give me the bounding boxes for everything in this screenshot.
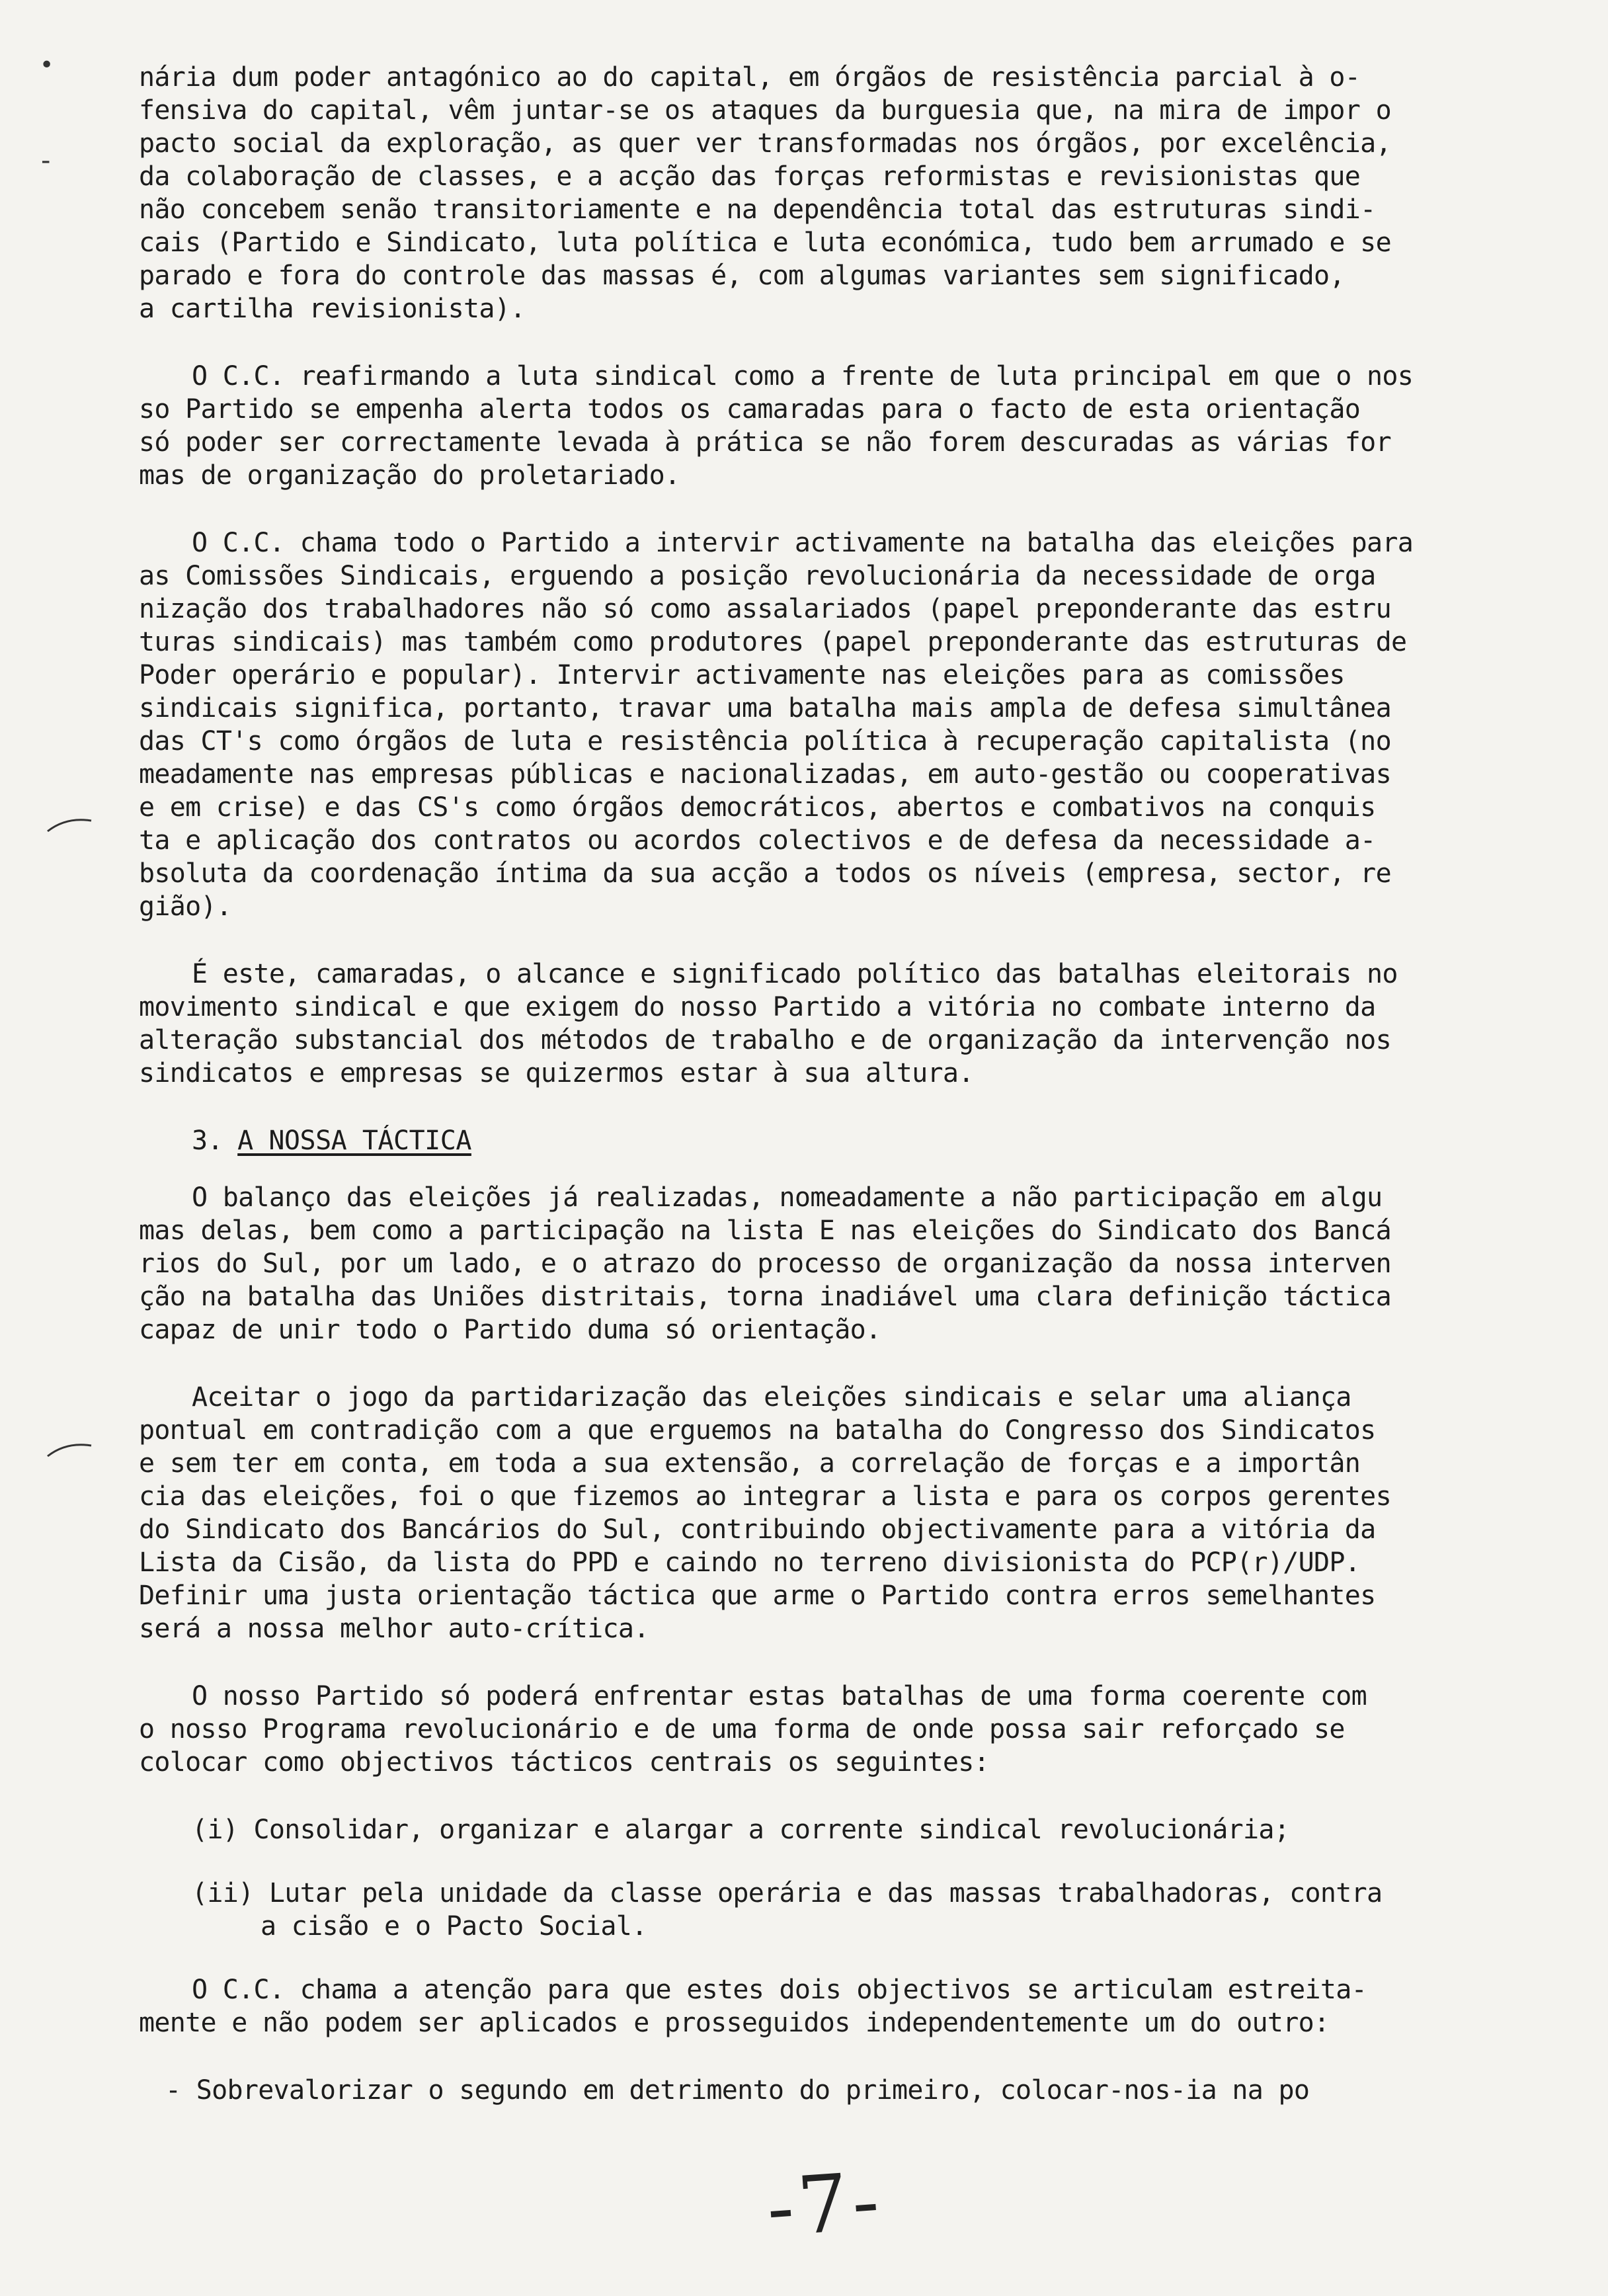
text-line: mente e não podem ser aplicados e prosseguidos independentemente um do outro:	[139, 2008, 1330, 2038]
text-line: bsoluta da coordenação íntima da sua acção a todos os níveis (empresa, sector, re	[139, 858, 1391, 889]
text-line: Lista da Cisão, da lista do PPD e caindo no terreno divisionista do PCP(r)/UDP.	[139, 1547, 1361, 1578]
text-line: É este, camaradas, o alcance e significado político das batalhas eleitorais no	[192, 959, 1398, 989]
text-line: só poder ser correctamente levada à prática se não forem descuradas as várias for	[139, 427, 1391, 458]
text-line: rios do Sul, por um lado, e o atrazo do processo de organização da nossa interven	[139, 1249, 1391, 1279]
text-line: O nosso Partido só poderá enfrentar estas batalhas de uma forma coerente com	[192, 1681, 1367, 1711]
text-line: e em crise) e das CS's como órgãos democráticos, abertos e combativos na conquis	[139, 792, 1376, 823]
text-line: da colaboração de classes, e a acção das forças reformistas e revisionistas que	[139, 161, 1361, 192]
text-line: Definir uma justa orientação táctica que arme o Partido contra erros semelhantes	[139, 1580, 1376, 1611]
text-line: alteração substancial dos métodos de trabalho e de organização da intervenção nos	[139, 1025, 1391, 1055]
text-line: O C.C. chama todo o Partido a intervir activamente na batalha das eleições para	[192, 528, 1414, 558]
text-line: parado e fora do controle das massas é, com algumas variantes sem significado,	[139, 261, 1345, 291]
paragraph-1	[139, 61, 1481, 325]
dash-list-item: - Sobrevalorizar o segundo em detrimento do primeiro, colocar-nos-ia na po	[165, 2075, 1310, 2106]
paragraph-4	[139, 958, 1481, 1090]
text-line: e sem ter em conta, em toda a sua extensão, a correlação de forças e a importân	[139, 1448, 1361, 1479]
text-line: O balanço das eleições já realizadas, nomeadamente a não participação em algu	[192, 1182, 1383, 1213]
paragraph-8	[139, 1973, 1481, 2039]
margin-curve-icon	[46, 1442, 93, 1457]
objective-item-2	[192, 1877, 1481, 1943]
paragraph-7	[139, 1680, 1481, 1779]
text-line: das CT's como órgãos de luta e resistência política à recuperação capitalista (no	[139, 726, 1391, 757]
section-number: 3.	[192, 1126, 223, 1156]
text-line: so Partido se empenha alerta todos os camaradas para o facto de esta orientação	[139, 394, 1361, 425]
text-line: não concebem senão transitoriamente e na dependência total das estruturas sindi-	[139, 194, 1376, 225]
text-line: colocar como objectivos tácticos centrais os seguintes:	[139, 1747, 990, 1778]
objective-item-1	[192, 1813, 1481, 1846]
text-line: pacto social da exploração, as quer ver transformadas nos órgãos, por excelência,	[139, 128, 1391, 159]
page-number: -7-	[764, 2155, 887, 2255]
text-line: (ii) Lutar pela unidade da classe operária e das massas trabalhadoras, contra	[192, 1878, 1383, 1908]
text-line: sindicatos e empresas se quizermos estar à sua altura.	[139, 1058, 974, 1088]
margin-dash-icon: -	[41, 145, 51, 176]
text-line: será a nossa melhor auto-crítica.	[139, 1614, 649, 1644]
text-line: a cisão e o Pacto Social.	[261, 1911, 647, 1942]
text-line: mas de organização do proletariado.	[139, 460, 680, 491]
text-line: Aceitar o jogo da partidarização das eleições sindicais e selar uma aliança	[192, 1382, 1351, 1413]
text-line: nária dum poder antagónico ao do capital, em órgãos de resistência parcial à o-	[139, 62, 1361, 93]
text-line: pontual em contradição com a que erguemos na batalha do Congresso dos Sindicatos	[139, 1415, 1376, 1446]
text-line: gião).	[139, 891, 232, 922]
text-line: meadamente nas empresas públicas e nacionalizadas, em auto-gestão ou cooperativas	[139, 759, 1391, 790]
text-line: mas delas, bem como a participação na lista E nas eleições do Sindicato dos Bancá	[139, 1215, 1391, 1246]
text-line: cia das eleições, foi o que fizemos ao integrar a lista e para os corpos gerentes	[139, 1481, 1391, 1512]
text-line: o nosso Programa revolucionário e de uma forma de onde possa sair reforçado se	[139, 1714, 1345, 1744]
section-heading	[192, 1124, 1481, 1157]
paragraph-3	[139, 526, 1481, 923]
text-line: a cartilha revisionista).	[139, 294, 526, 324]
text-line: ção na batalha das Uniões distritais, torna inadiável uma clara definição táctica	[139, 1282, 1391, 1312]
text-line: do Sindicato dos Bancários do Sul, contribuindo objectivamente para a vitória da	[139, 1514, 1376, 1545]
text-line: cais (Partido e Sindicato, luta política e luta económica, tudo bem arrumado e se	[139, 227, 1391, 258]
text-line: fensiva do capital, vêm juntar-se os ataques da burguesia que, na mira de impor o	[139, 95, 1391, 126]
text-line: O C.C. chama a atenção para que estes dois objectivos se articulam estreita-	[192, 1975, 1367, 2005]
text-line: Poder operário e popular). Intervir activamente nas eleições para as comissões	[139, 660, 1345, 690]
paragraph-2	[139, 360, 1481, 492]
text-line: turas sindicais) mas também como produtores (papel preponderante das estruturas de	[139, 627, 1407, 657]
text-line: movimento sindical e que exigem do nosso Partido a vitória no combate interno da	[139, 992, 1376, 1022]
text-line: as Comissões Sindicais, erguendo a posição revolucionária da necessidade de orga	[139, 561, 1376, 591]
text-line: nização dos trabalhadores não só como assalariados (papel preponderante das estru	[139, 594, 1391, 624]
text-line: O C.C. reafirmando a luta sindical como a frente de luta principal em que o nos	[192, 361, 1414, 391]
text-line: sindicais significa, portanto, travar uma batalha mais ampla de defesa simultânea	[139, 693, 1391, 723]
text-line: ta e aplicação dos contratos ou acordos colectivos e de defesa da necessidade a-	[139, 825, 1376, 856]
margin-curve-icon	[46, 817, 93, 833]
text-line: capaz de unir todo o Partido duma só orientação.	[139, 1315, 881, 1345]
document-page	[139, 61, 1481, 2107]
text-line: (i) Consolidar, organizar e alargar a corrente sindical revolucionária;	[192, 1815, 1290, 1845]
margin-dot-icon: •	[40, 52, 54, 79]
section-title: A NOSSA TÁCTICA	[237, 1126, 471, 1156]
paragraph-6	[139, 1381, 1481, 1645]
paragraph-5	[139, 1181, 1481, 1346]
